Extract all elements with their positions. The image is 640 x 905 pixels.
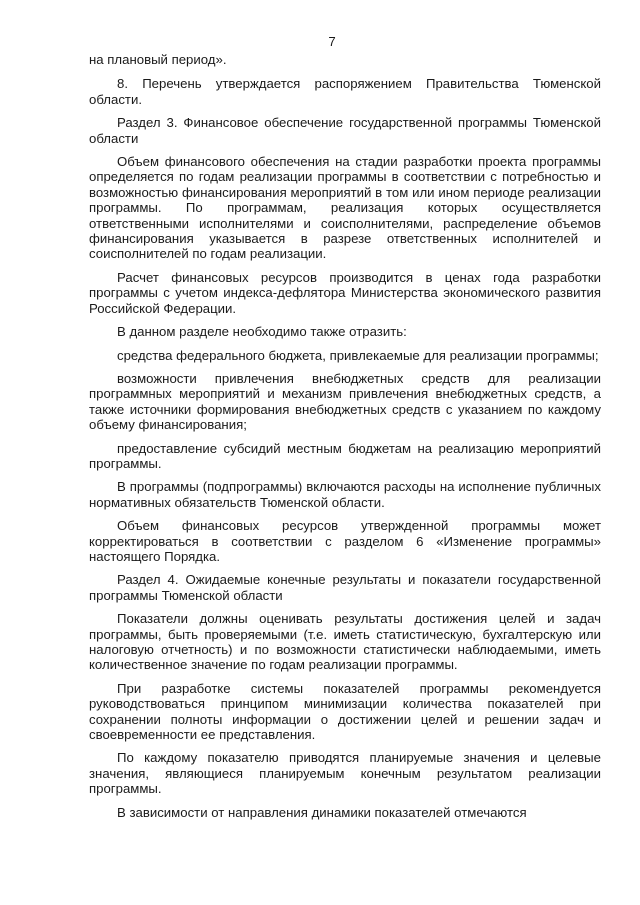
paragraph-financing-volume: Объем финансового обеспечения на стадии разработки проекта программы определяется по годам реализации программы в соответствии с потребностью и возможностью финансирования мероприятий в том или ином периоде реализации программы. По программам, реализация которых осуществляется ответственными исполнителями и соисполнителями, распределение объемов финансирования указывается в разрезе ответственных исполнителей и соисполнителей по годам реализации. xyxy=(89,154,601,262)
paragraph-public-obligations: В программы (подпрограммы) включаются расходы на исполнение публичных нормативных обязательств Тюменской области. xyxy=(89,479,601,510)
section-3-heading: Раздел 3. Финансовое обеспечение государственной программы Тюменской области xyxy=(89,115,601,146)
paragraph-extrabudgetary-funds: возможности привлечения внебюджетных средств для реализации программных мероприятий и механизм привлечения внебюджетных средств, а также источники формирования внебюджетных средств с указанием по каждому объему финансирования; xyxy=(89,370,601,433)
paragraph-indicators-evaluation: Показатели должны оценивать результаты достижения целей и задач программы, быть проверяемыми (т.е. иметь статистическую, бухгалтерскую или налоговую отчетность) и по возможности статистически наблюдаемыми, иметь количественное значение по годам реализации программы. xyxy=(89,611,601,673)
section-4-heading: Раздел 4. Ожидаемые конечные результаты и показатели государственной программы Тюменской области xyxy=(89,572,601,603)
paragraph-section-also-reflect: В данном разделе необходимо также отразить: xyxy=(117,324,407,340)
paragraph-dynamics: В зависимости от направления динамики показателей отмечаются xyxy=(117,804,527,820)
paragraph-indicators-system: При разработке системы показателей программы рекомендуется руководствоваться принципом минимизации количества показателей при сохранении полноты информации о достижении целей и решении задач и своевременности ее представления. xyxy=(89,680,601,743)
paragraph-subsidies: предоставление субсидий местным бюджетам на реализацию мероприятий программы. xyxy=(89,440,601,471)
document-body xyxy=(89,52,601,820)
paragraph-item-8: 8. Перечень утверждается распоряжением Правительства Тюменской области. xyxy=(89,76,601,107)
paragraph-resources-adjustment: Объем финансовых ресурсов утвержденной программы может корректироваться в соответствии с разделом 6 «Изменение программы» настоящего Порядка. xyxy=(89,518,601,564)
paragraph-continuation: на плановый период». xyxy=(89,52,227,67)
paragraph-federal-budget: средства федерального бюджета, привлекаемые для реализации программы; xyxy=(117,347,599,363)
page-number: 7 xyxy=(328,34,336,49)
paragraph-planned-values: По каждому показателю приводятся планируемые значения и целевые значения, являющиеся планируемым конечным результатом реализации программы. xyxy=(89,750,601,797)
paragraph-financing-calculation: Расчет финансовых ресурсов производится в ценах года разработки программы с учетом индекса-дефлятора Министерства экономического развития Российской Федерации. xyxy=(89,269,601,316)
